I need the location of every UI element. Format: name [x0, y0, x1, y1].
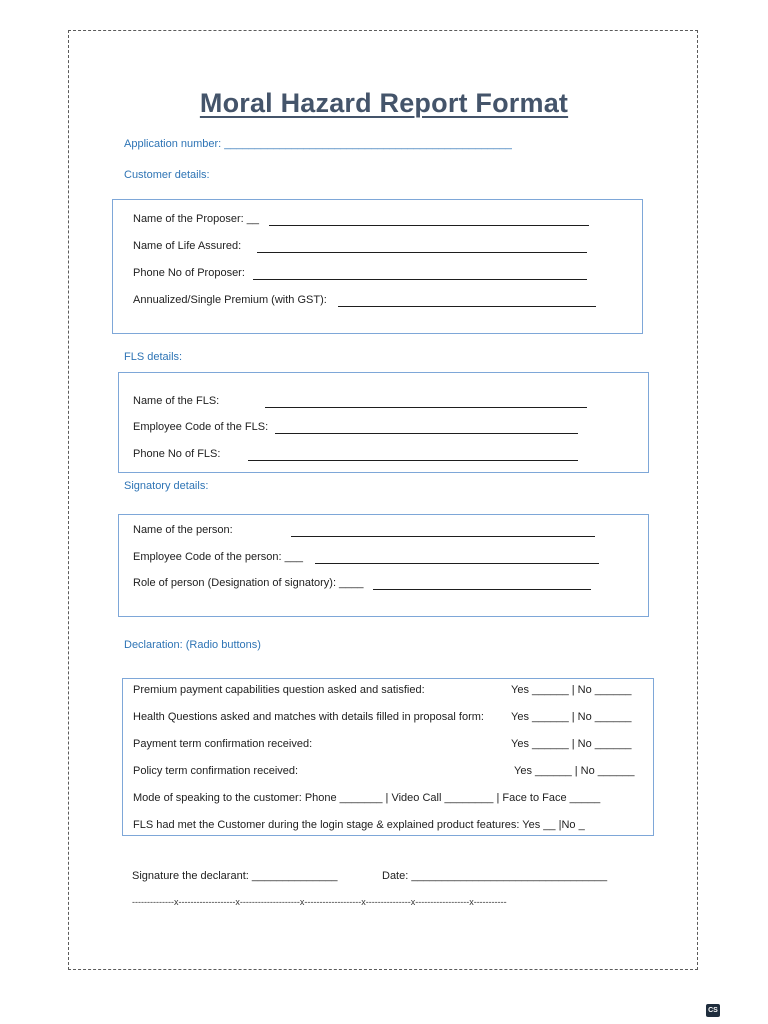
person-employee-code-label: Employee Code of the person: ___ [133, 551, 304, 563]
signatory-details-box [118, 514, 649, 617]
yes-no-radio[interactable]: Yes ______ | No ______ [511, 738, 632, 750]
proposer-phone-label: Phone No of Proposer: [133, 267, 245, 279]
brand-logo: CS [706, 1004, 720, 1017]
declaration-box [122, 678, 654, 836]
person-name-label: Name of the person: [133, 524, 233, 536]
fls-employee-code-label: Employee Code of the FLS: [133, 421, 269, 433]
date-field[interactable]: Date: ________________________________ [382, 870, 608, 882]
application-number-field[interactable]: Application number: _______________________________________________ [124, 138, 512, 150]
person-role-label: Role of person (Designation of signatory): ____ [133, 577, 364, 589]
fls-details-heading: FLS details: [124, 351, 183, 363]
declaration-question: Premium payment capabilities question asked and satisfied: [133, 684, 425, 696]
proposer-name-label: Name of the Proposer: __ [133, 213, 259, 225]
premium-label: Annualized/Single Premium (with GST): [133, 294, 327, 306]
premium-line[interactable] [338, 306, 596, 307]
signatory-details-heading: Signatory details: [124, 480, 209, 492]
fls-details-box [118, 372, 649, 473]
signature-field[interactable]: Signature the declarant: ______________ [132, 870, 338, 882]
yes-no-radio[interactable]: Yes ______ | No ______ [511, 684, 632, 696]
proposer-phone-line[interactable] [253, 279, 587, 280]
fls-name-line[interactable] [265, 407, 587, 408]
customer-details-box [112, 199, 643, 334]
fls-employee-code-line[interactable] [275, 433, 578, 434]
cut-separator: --------------x-------------------x--------------------x-------------------x---------------x------------------x----------- [132, 897, 507, 907]
declaration-question: Policy term confirmation received: [133, 765, 299, 777]
person-name-line[interactable] [291, 536, 595, 537]
mode-of-speaking-options[interactable]: Mode of speaking to the customer: Phone _______ | Video Call ________ | Face to Face _____ [133, 792, 601, 804]
declaration-question: Health Questions asked and matches with details filled in proposal form: [133, 711, 484, 723]
fls-met-customer-options[interactable]: FLS had met the Customer during the login stage & explained product features: Yes __ |No _ [133, 819, 585, 831]
fls-phone-line[interactable] [248, 460, 578, 461]
proposer-name-line[interactable] [269, 225, 589, 226]
yes-no-radio[interactable]: Yes ______ | No ______ [511, 711, 632, 723]
life-assured-line[interactable] [257, 252, 587, 253]
fls-phone-label: Phone No of FLS: [133, 448, 221, 460]
yes-no-radio[interactable]: Yes ______ | No ______ [514, 765, 635, 777]
person-role-line[interactable] [373, 589, 591, 590]
fls-name-label: Name of the FLS: [133, 395, 220, 407]
life-assured-label: Name of Life Assured: [133, 240, 242, 252]
page-title: Moral Hazard Report Format [199, 88, 569, 118]
person-employee-code-line[interactable] [315, 563, 599, 564]
customer-details-heading: Customer details: [124, 169, 210, 181]
declaration-question: Payment term confirmation received: [133, 738, 313, 750]
declaration-heading: Declaration: (Radio buttons) [124, 639, 261, 651]
